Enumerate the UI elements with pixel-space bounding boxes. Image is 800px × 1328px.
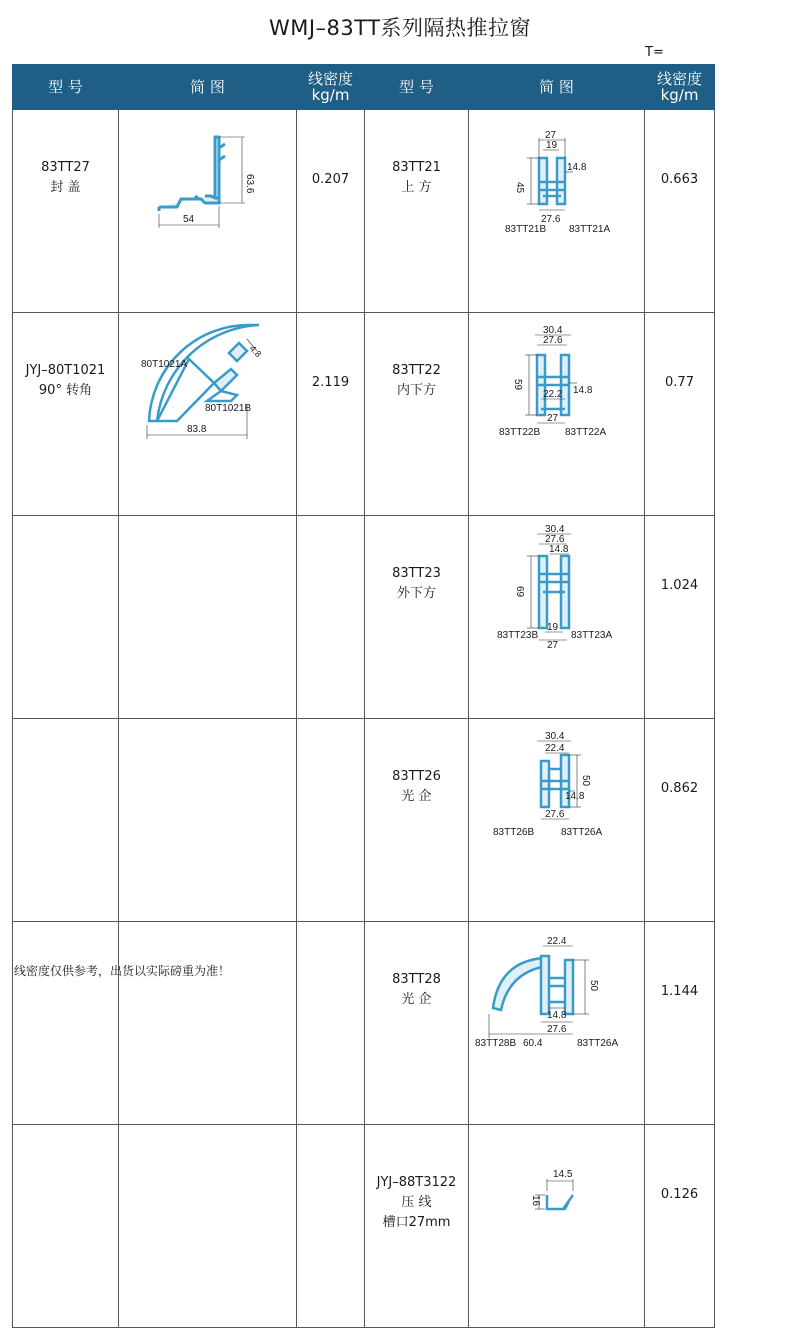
figure-cell xyxy=(119,110,297,313)
dim-mid: 22.2 xyxy=(543,389,563,400)
dim-top: 27 xyxy=(545,130,557,141)
profile-80t1021-drawing xyxy=(119,313,297,453)
dim-height: 50 xyxy=(588,980,599,992)
figure-cell xyxy=(469,922,645,1125)
dim-width: 83.8 xyxy=(187,424,207,435)
density-cell: 2.119 xyxy=(297,313,365,516)
model-cell xyxy=(13,922,119,1125)
dim-top: 30.4 xyxy=(545,731,565,742)
model-name: 上 方 xyxy=(401,180,432,195)
figure-cell xyxy=(469,1125,645,1328)
profile-83tt22-drawing xyxy=(469,313,645,453)
profile-83tt21-drawing xyxy=(469,110,645,250)
page-title: WMJ–83TT系列隔热推拉窗 xyxy=(268,16,532,40)
density-cell: 0.663 xyxy=(645,110,715,313)
model-cell xyxy=(365,719,469,922)
profile-88t3122-drawing xyxy=(469,1125,645,1265)
dim-height: 59 xyxy=(512,379,523,391)
label-b: 83TT21B xyxy=(505,224,547,235)
footnote: 线密度仅供参考，出货以实际磅重为准！ xyxy=(14,964,231,978)
dim-top2: 19 xyxy=(546,140,558,151)
dim-height: 45 xyxy=(514,182,525,194)
density-cell xyxy=(297,922,365,1125)
t-label: T= xyxy=(645,45,664,60)
model-code: 83TT28 xyxy=(392,972,441,987)
model-cell xyxy=(365,516,469,719)
model-name: 封 盖 xyxy=(50,180,81,195)
dim-top2: 27.6 xyxy=(543,335,563,346)
model-code: JYJ–88T3122 xyxy=(376,1175,457,1190)
model-cell xyxy=(13,313,119,516)
density-cell: 0.126 xyxy=(645,1125,715,1328)
density-cell xyxy=(297,719,365,922)
model-cell xyxy=(365,313,469,516)
dim-side: 14.8 xyxy=(567,162,587,173)
dim-bottom: 27 xyxy=(547,413,559,424)
dim-top2: 22.4 xyxy=(545,743,565,754)
density-cell: 1.024 xyxy=(645,516,715,719)
figure-cell xyxy=(119,922,297,1125)
dim-bottom: 19 xyxy=(547,622,559,633)
density-cell: 0.77 xyxy=(645,313,715,516)
model-code: JYJ–80T1021 xyxy=(25,363,106,378)
table-row xyxy=(13,110,715,313)
model-name: 90° 转角 xyxy=(38,383,93,398)
model-code: 83TT26 xyxy=(392,769,441,784)
profile-83tt26-drawing xyxy=(469,719,645,859)
dim-bottom: 27.6 xyxy=(541,214,561,225)
dim-height: 69 xyxy=(514,586,525,598)
label-b: 80T1021B xyxy=(205,403,252,414)
model-name: 外下方 xyxy=(396,586,436,601)
density-cell: 0.207 xyxy=(297,110,365,313)
figure-cell xyxy=(119,516,297,719)
dim-top: 30.4 xyxy=(543,325,563,336)
density-cell: 1.144 xyxy=(645,922,715,1125)
dim-width: 54 xyxy=(183,214,195,225)
dim-top2: 27.6 xyxy=(545,534,565,545)
label-b: 83TT22B xyxy=(499,427,541,438)
label-a: 83TT22A xyxy=(565,427,607,438)
dim-side: 14.8 xyxy=(549,544,569,555)
label-a: 83TT26A xyxy=(577,1038,619,1049)
header-model: 型 号 xyxy=(13,65,119,110)
dim-side: 14.8 xyxy=(573,385,593,396)
figure-cell xyxy=(469,719,645,922)
header-model-2: 型 号 xyxy=(365,65,469,110)
model-code: 83TT22 xyxy=(392,363,441,378)
table-header-row xyxy=(13,65,715,110)
figure-cell xyxy=(119,1125,297,1328)
dim-bottom: 27.6 xyxy=(547,1024,567,1035)
dim-width: 14.5 xyxy=(553,1169,573,1180)
dim-side: 14.8 xyxy=(565,791,585,802)
header-density xyxy=(297,65,365,110)
dim-width: 60.4 xyxy=(523,1038,543,1049)
model-cell xyxy=(13,110,119,313)
label-a: 83TT21A xyxy=(569,224,611,235)
table-row xyxy=(13,922,715,1125)
model-cell xyxy=(365,110,469,313)
header-density-l2: kg/m xyxy=(311,86,350,104)
density-cell xyxy=(297,1125,365,1328)
label-a: 80T1021A xyxy=(141,359,188,370)
profile-spec-table xyxy=(12,64,715,1328)
model-name: 光 企 xyxy=(401,789,432,804)
figure-cell xyxy=(469,110,645,313)
model-cell xyxy=(365,1125,469,1328)
model-cell xyxy=(13,719,119,922)
dim-bottom2: 27 xyxy=(547,640,559,651)
dim-bottom: 27.6 xyxy=(545,809,565,820)
label-b: 83TT28B xyxy=(475,1038,517,1049)
profile-83tt27-drawing xyxy=(119,110,297,250)
header-figure-2: 简 图 xyxy=(469,65,645,110)
profile-83tt28-drawing xyxy=(469,922,645,1062)
model-name: 内下方 xyxy=(396,383,436,398)
model-code: 83TT23 xyxy=(392,566,441,581)
header-density-l2: kg/m xyxy=(660,86,699,104)
model-name: 光 企 xyxy=(401,992,432,1007)
dim-height: 50 xyxy=(580,775,591,787)
density-cell xyxy=(297,516,365,719)
dim-top: 30.4 xyxy=(545,524,565,535)
figure-cell xyxy=(469,313,645,516)
dim-side: 14.8 xyxy=(547,1010,567,1021)
figure-cell xyxy=(119,313,297,516)
model-name: 压 线 xyxy=(401,1195,432,1210)
table-row xyxy=(13,516,715,719)
figure-cell xyxy=(119,719,297,922)
dim-height: 16 xyxy=(530,1195,541,1207)
dim-top: 22.4 xyxy=(547,936,567,947)
header-density-l1: 线密度 xyxy=(307,70,353,88)
model-cell xyxy=(13,516,119,719)
model-code: 83TT27 xyxy=(41,160,90,175)
label-b: 83TT23B xyxy=(497,630,539,641)
header-figure: 简 图 xyxy=(119,65,297,110)
header-density-l1: 线密度 xyxy=(656,70,702,88)
profile-83tt23-drawing xyxy=(469,516,645,656)
model-cell xyxy=(13,1125,119,1328)
model-note: 槽口27mm xyxy=(382,1215,451,1230)
dim-height: 63.6 xyxy=(244,174,255,194)
dim-thickness: 4.8 xyxy=(247,343,264,360)
table-row xyxy=(13,719,715,922)
label-a: 83TT23A xyxy=(571,630,613,641)
table-row xyxy=(13,1125,715,1328)
table-row xyxy=(13,313,715,516)
model-cell xyxy=(365,922,469,1125)
density-cell: 0.862 xyxy=(645,719,715,922)
figure-cell xyxy=(469,516,645,719)
label-a: 83TT26A xyxy=(561,827,603,838)
header-density-2 xyxy=(645,65,715,110)
label-b: 83TT26B xyxy=(493,827,535,838)
model-code: 83TT21 xyxy=(392,160,441,175)
